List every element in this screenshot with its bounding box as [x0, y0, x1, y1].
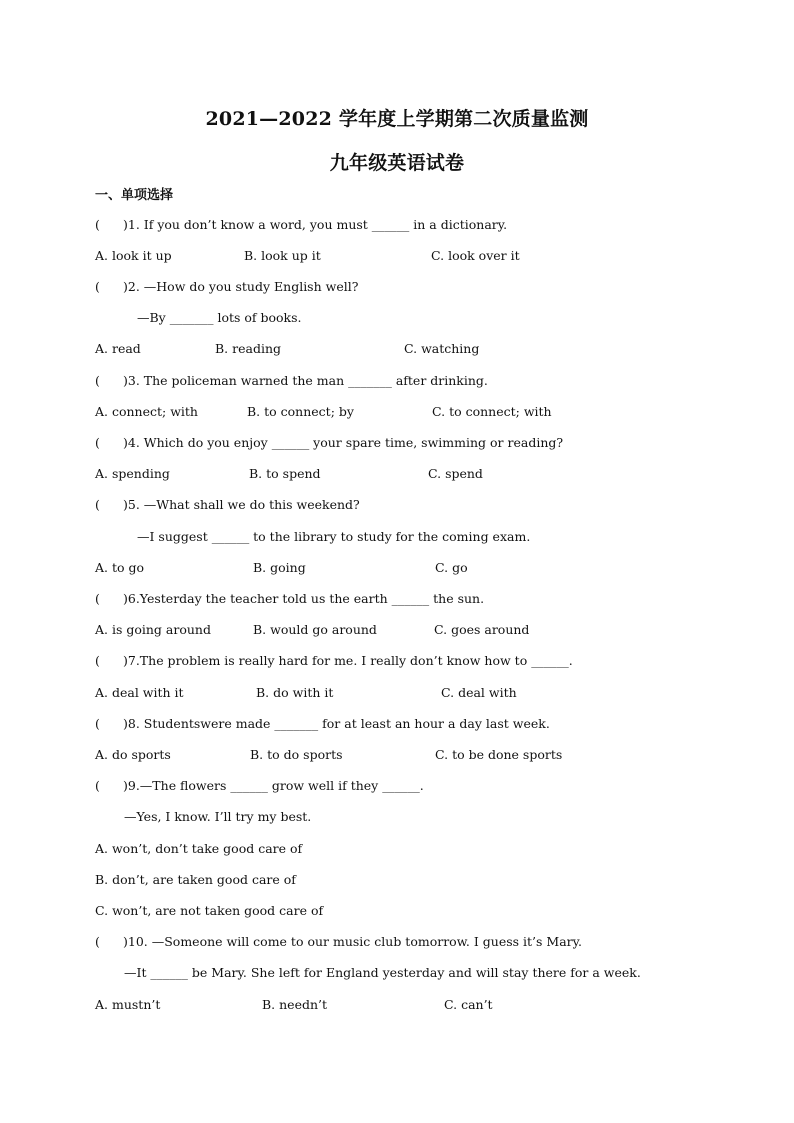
option-b: B. to connect; by [247, 404, 354, 419]
answer-blank: ( [95, 497, 100, 512]
option-a: A. to go [95, 560, 145, 575]
question-5-reply: —I suggest ______ to the library to study for the coming exam. [137, 529, 531, 544]
option-a: A. is going around [95, 622, 211, 637]
option-c: C. goes around [434, 622, 530, 637]
answer-blank: ( [95, 778, 100, 793]
question-10-reply: —It ______ be Mary. She left for England yesterday and will stay there for a week. [124, 965, 641, 980]
option-b: B. to do sports [250, 747, 343, 762]
option-a: A. mustn’t [95, 997, 161, 1012]
option-a: A. read [95, 341, 141, 356]
question-6-stem: ( )6.Yesterday the teacher told us the earth ______ the sun. [95, 589, 484, 609]
question-3-stem: ( )3. The policeman warned the man _______ after drinking. [95, 371, 488, 391]
option-c: C. can’t [444, 997, 493, 1012]
section-heading: 一、单项选择 [95, 188, 174, 203]
answer-blank: ( [95, 716, 100, 731]
exam-title: 2021—2022 学年度上学期第二次质量监测 [205, 108, 589, 130]
question-1-stem: ( )1. If you don’t know a word, you must ______ in a dictionary. [95, 215, 507, 235]
question-9-reply: —Yes, I know. I’ll try my best. [124, 809, 312, 824]
answer-blank: ( [95, 591, 100, 606]
answer-blank: ( [95, 217, 100, 232]
option-a: A. connect; with [95, 404, 198, 419]
option-c: C. look over it [431, 248, 520, 263]
option-a: A. do sports [95, 747, 171, 762]
option-c: C. deal with [441, 685, 517, 700]
question-2-reply: —By _______ lots of books. [137, 310, 302, 325]
option-b: B. reading [215, 341, 282, 356]
question-7-stem: ( )7.The problem is really hard for me. I really don’t know how to ______. [95, 651, 573, 671]
option-b: B. would go around [253, 622, 377, 637]
option-c: C. to connect; with [432, 404, 552, 419]
option-c: C. go [435, 560, 468, 575]
option-a: A. look it up [95, 248, 172, 263]
question-2-stem: ( )2. —How do you study English well? [95, 277, 358, 297]
option-c: C. spend [428, 466, 483, 481]
question-1-options [95, 246, 695, 266]
option-b: B. needn’t [262, 997, 328, 1012]
question-6-options [95, 620, 695, 640]
question-4-stem: ( )4. Which do you enjoy ______ your spare time, swimming or reading? [95, 433, 563, 453]
question-7-options [95, 683, 695, 703]
answer-blank: ( [95, 373, 100, 388]
option-a: A. deal with it [95, 685, 184, 700]
question-5-options [95, 558, 695, 578]
answer-blank: ( [95, 934, 100, 949]
question-9-option-a: A. won’t, don’t take good care of [95, 841, 303, 856]
option-b: B. do with it [256, 685, 334, 700]
question-5-stem: ( )5. —What shall we do this weekend? [95, 495, 360, 515]
question-8-stem: ( )8. Studentswere made _______ for at least an hour a day last week. [95, 714, 550, 734]
question-10-stem: ( )10. —Someone will come to our music club tomorrow. I guess it’s Mary. [95, 932, 582, 952]
answer-blank: ( [95, 279, 100, 294]
answer-blank: ( [95, 435, 100, 450]
option-b: B. look up it [244, 248, 321, 263]
option-c: C. to be done sports [435, 747, 563, 762]
option-c: C. watching [404, 341, 480, 356]
option-b: B. to spend [249, 466, 321, 481]
option-a: A. spending [95, 466, 170, 481]
question-8-options [95, 745, 695, 765]
answer-blank: ( [95, 653, 100, 668]
question-10-options [95, 995, 695, 1015]
option-b: B. going [253, 560, 306, 575]
question-9-option-b: B. don’t, are taken good care of [95, 872, 296, 887]
question-2-options [95, 339, 695, 359]
question-3-options [95, 402, 695, 422]
question-9-stem: ( )9.—The flowers ______ grow well if they ______. [95, 776, 424, 796]
question-4-options [95, 464, 695, 484]
exam-subtitle: 九年级英语试卷 [329, 152, 465, 174]
question-9-option-c: C. won’t, are not taken good care of [95, 903, 324, 918]
